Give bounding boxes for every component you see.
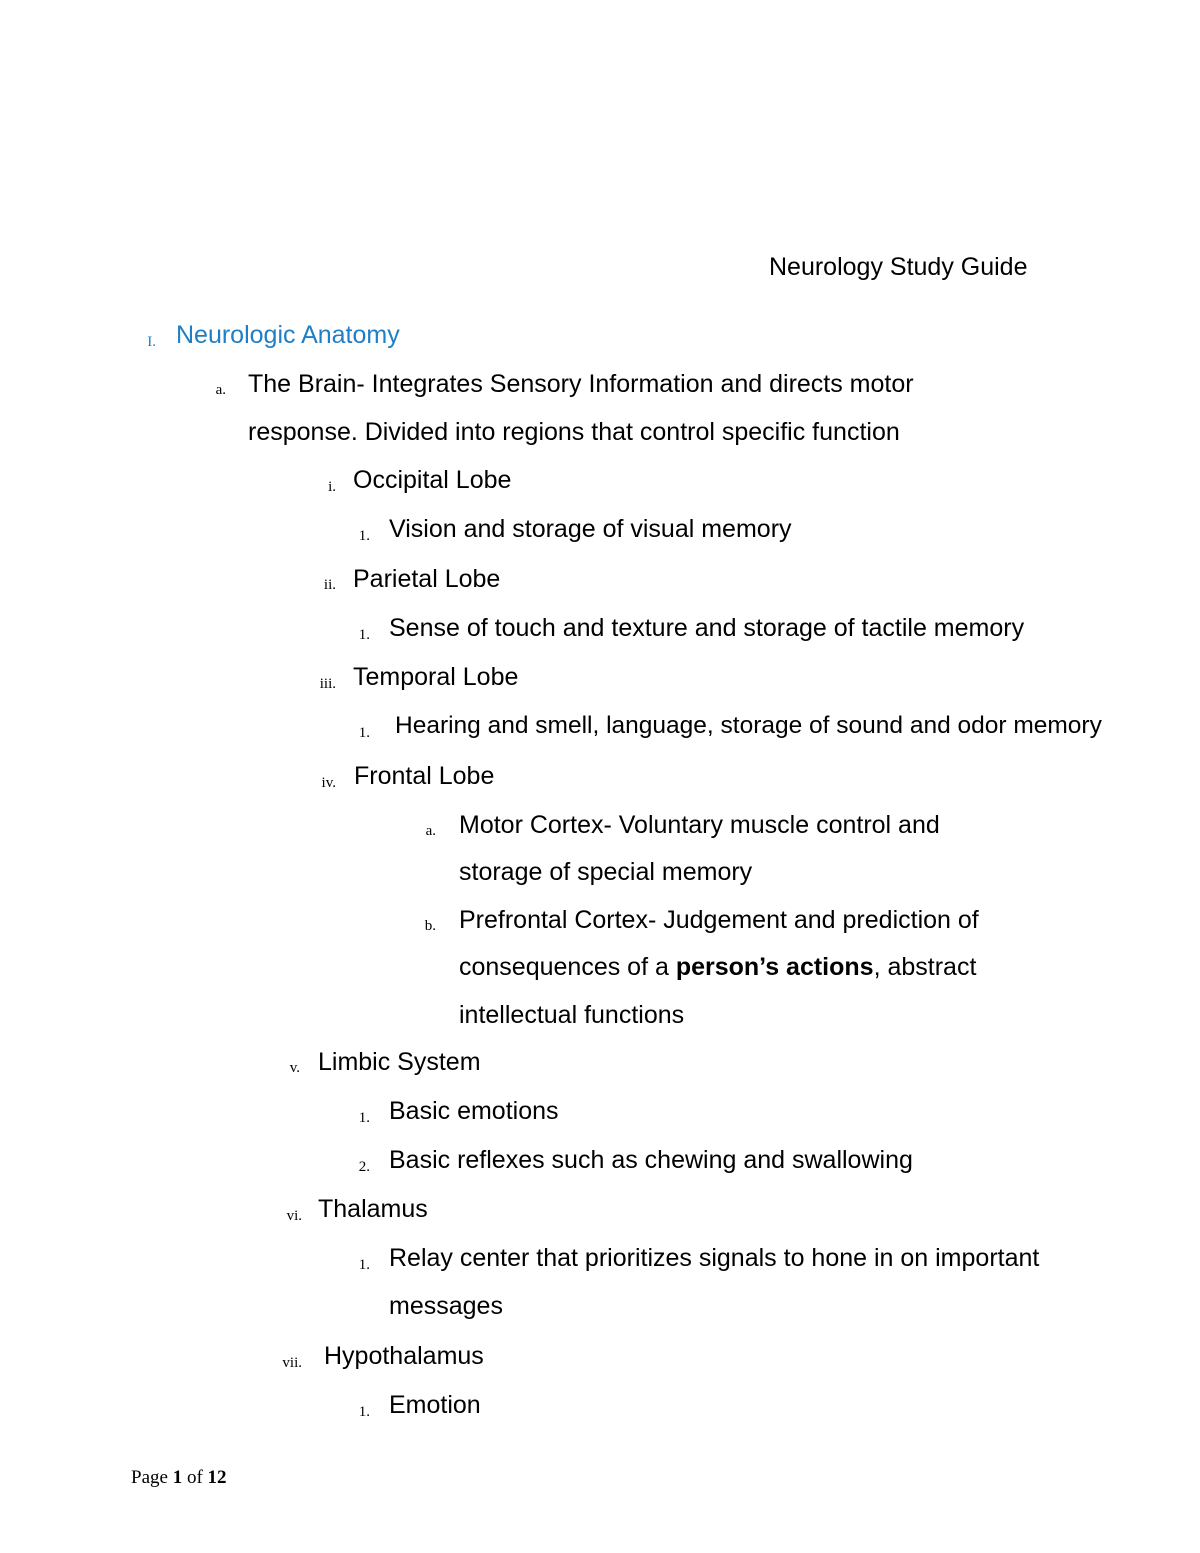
- prefrontal-line-2-post: , abstract: [873, 953, 977, 981]
- limbic-marker: v.: [289, 1060, 300, 1076]
- thalamus-marker: vi.: [286, 1208, 302, 1224]
- limbic-sub1-marker: 1.: [358, 1110, 370, 1126]
- frontal-lobe: Frontal Lobe: [354, 762, 495, 790]
- temporal-detail: Hearing and smell, language, storage of sound and odor memory: [395, 712, 1102, 739]
- footer-page-total: 12: [207, 1467, 227, 1488]
- hypothalamus: Hypothalamus: [324, 1342, 484, 1370]
- occipital-lobe: Occipital Lobe: [353, 466, 512, 494]
- prefrontal-marker: b.: [424, 918, 436, 934]
- hypothalamus-detail: Emotion: [389, 1391, 481, 1419]
- motor-cortex-marker: a.: [425, 823, 436, 839]
- occipital-sub-marker: 1.: [358, 528, 370, 544]
- frontal-marker: iv.: [321, 775, 336, 791]
- thalamus-detail-line-2: messages: [389, 1292, 503, 1320]
- prefrontal-line-3: intellectual functions: [459, 1001, 685, 1029]
- thalamus-sub-marker: 1.: [358, 1257, 370, 1273]
- footer-page-word: Page: [131, 1467, 168, 1488]
- parietal-sub-marker: 1.: [358, 627, 370, 643]
- occipital-marker: i.: [328, 479, 336, 495]
- brain-marker: a.: [215, 382, 226, 398]
- prefrontal-line-2-pre: consequences of a: [459, 953, 676, 981]
- limbic-system: Limbic System: [318, 1048, 481, 1076]
- hypothalamus-marker: vii.: [282, 1355, 302, 1371]
- prefrontal-line-2: [459, 950, 976, 984]
- brain-line-2: response. Divided into regions that control specific function: [248, 418, 900, 446]
- thalamus: Thalamus: [318, 1195, 428, 1223]
- section-title: Neurologic Anatomy: [176, 321, 400, 349]
- temporal-marker: iii.: [319, 676, 336, 692]
- footer-page-num: 1: [172, 1467, 183, 1488]
- motor-cortex-line-2: storage of special memory: [459, 858, 753, 886]
- section-marker: I.: [147, 334, 156, 350]
- prefrontal-line-1: Prefrontal Cortex- Judgement and prediction of: [459, 906, 979, 934]
- thalamus-detail-line-1: Relay center that prioritizes signals to hone in on important: [389, 1244, 1040, 1272]
- parietal-marker: ii.: [323, 577, 336, 593]
- hypothalamus-sub-marker: 1.: [358, 1404, 370, 1420]
- parietal-lobe: Parietal Lobe: [353, 565, 501, 593]
- limbic-detail-1: Basic emotions: [389, 1097, 559, 1125]
- temporal-sub-marker: 1.: [358, 725, 370, 741]
- brain-line-1: The Brain- Integrates Sensory Information and directs motor: [248, 370, 914, 398]
- page-number-footer: [131, 1467, 227, 1489]
- occipital-detail: Vision and storage of visual memory: [389, 515, 792, 543]
- limbic-detail-2: Basic reflexes such as chewing and swallowing: [389, 1146, 913, 1174]
- footer-of-word: of: [186, 1467, 203, 1488]
- prefrontal-line-2-bold: person’s actions: [675, 953, 874, 981]
- temporal-lobe: Temporal Lobe: [353, 663, 519, 691]
- limbic-sub2-marker: 2.: [358, 1159, 370, 1175]
- motor-cortex-line-1: Motor Cortex- Voluntary muscle control and: [459, 811, 940, 839]
- document-title: Neurology Study Guide: [769, 253, 1028, 281]
- parietal-detail: Sense of touch and texture and storage of tactile memory: [389, 614, 1025, 642]
